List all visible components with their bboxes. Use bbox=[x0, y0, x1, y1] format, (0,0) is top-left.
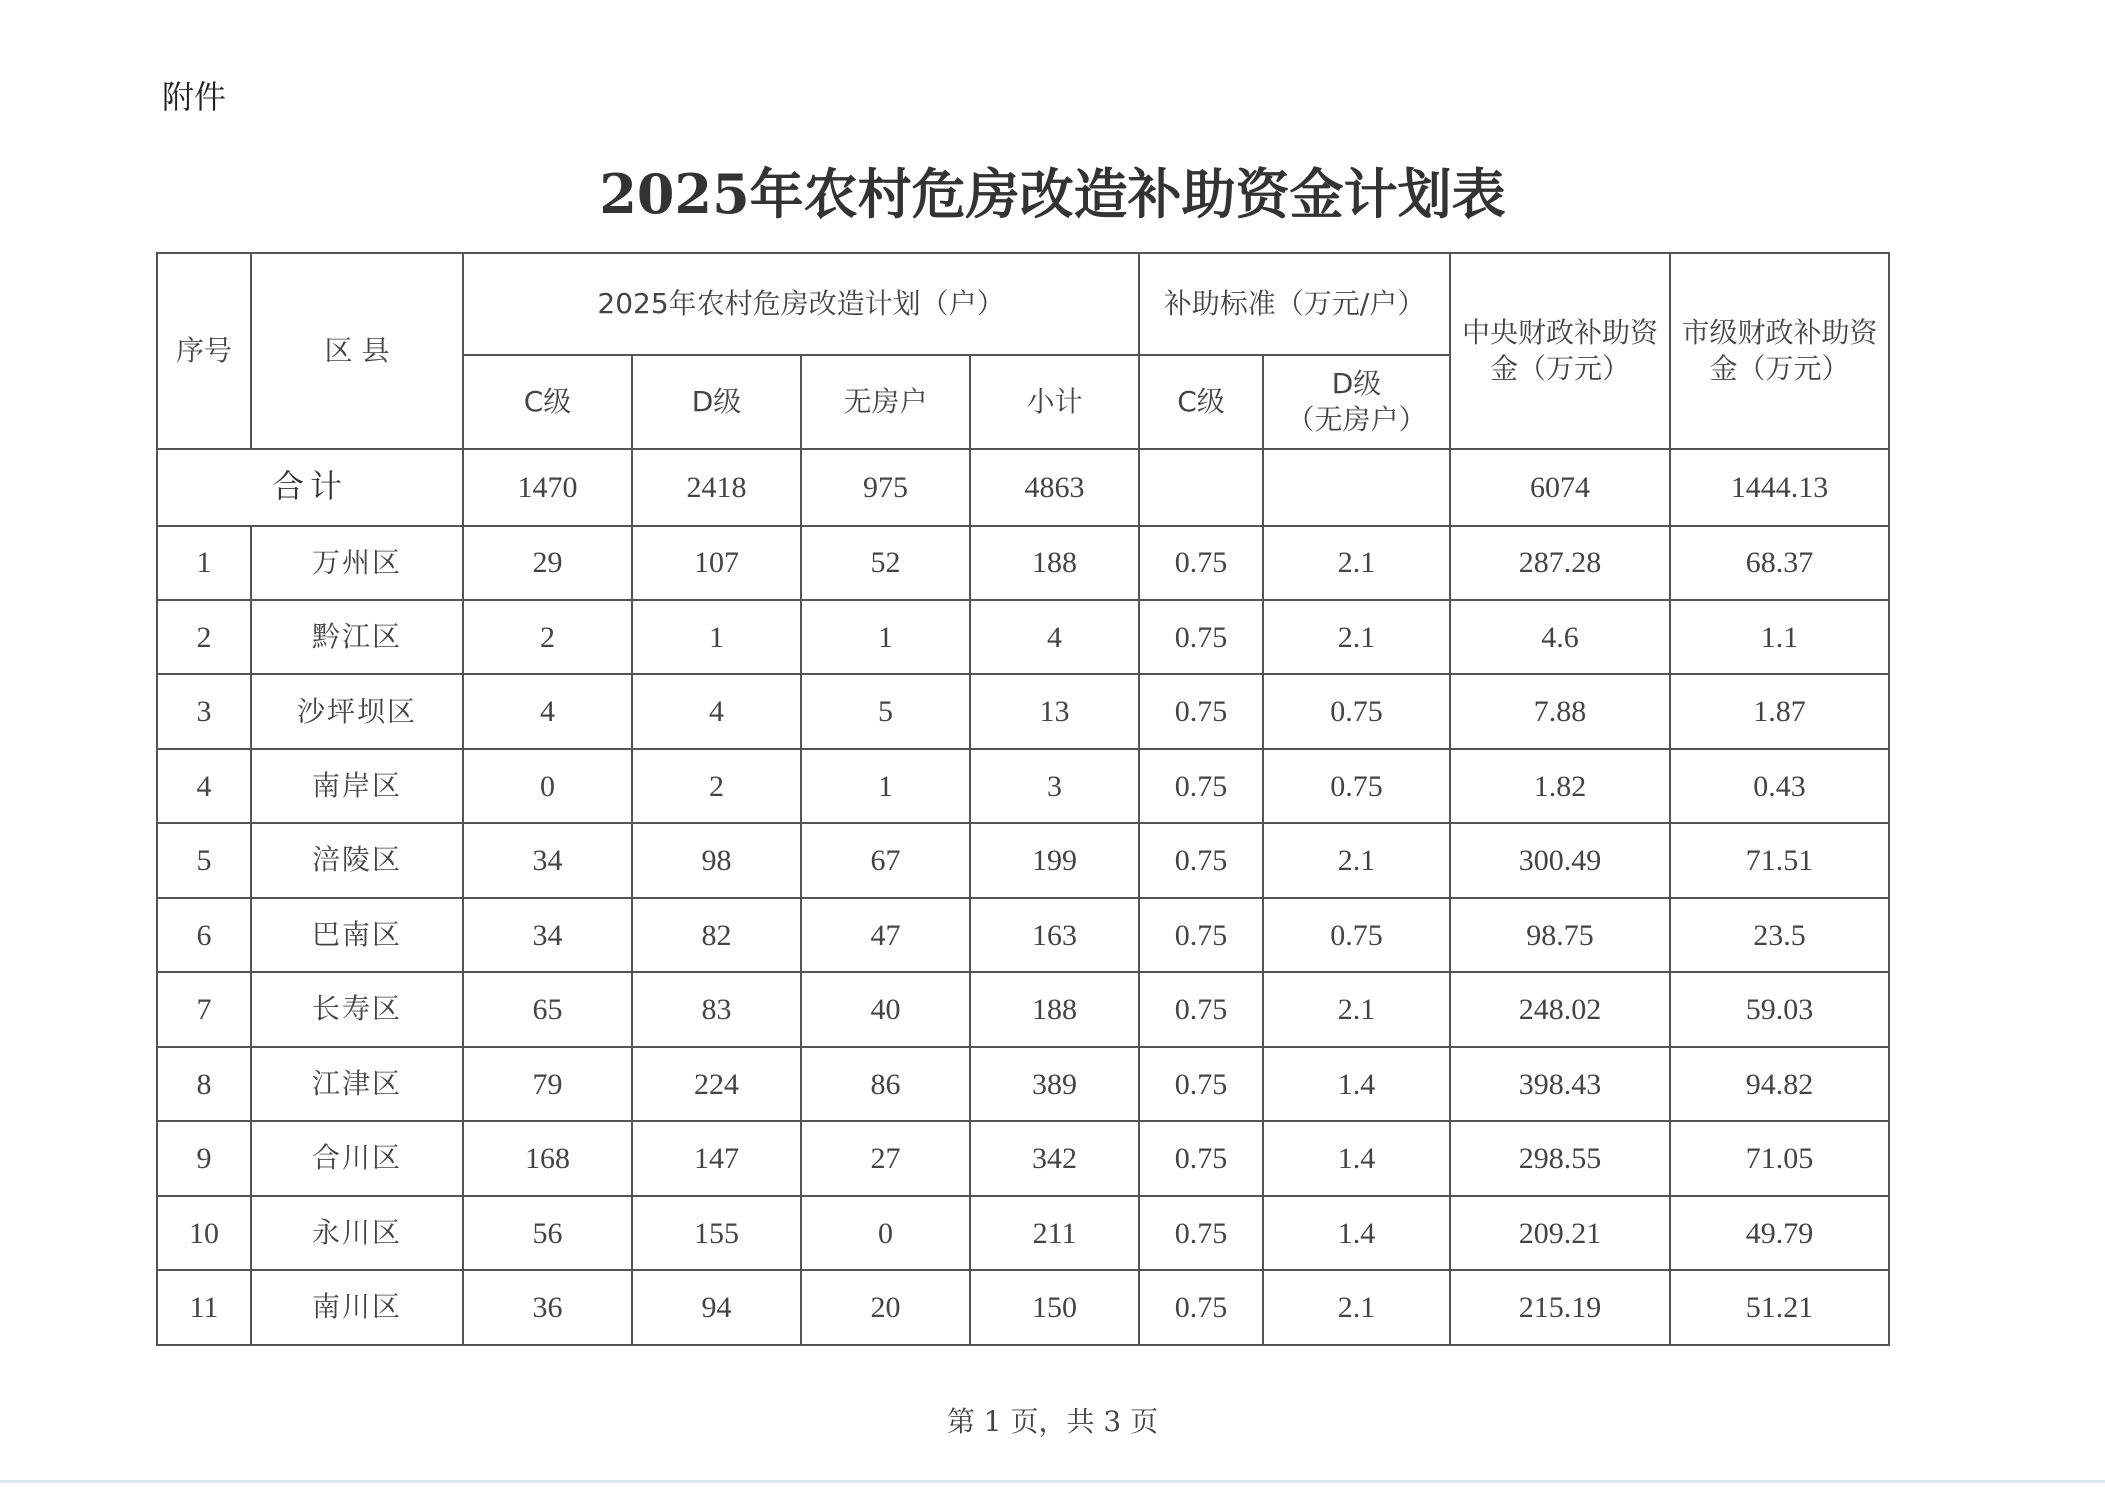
row-central-funds: 248.02 bbox=[1450, 972, 1670, 1046]
row-plan-nohouse: 20 bbox=[801, 1270, 970, 1345]
row-central-funds: 1.82 bbox=[1450, 749, 1670, 823]
header-plan-c: C级 bbox=[463, 355, 632, 449]
row-plan-subtotal: 389 bbox=[970, 1047, 1139, 1121]
total-central-funds: 6074 bbox=[1450, 449, 1670, 526]
header-standard-d-line2: （无房户） bbox=[1286, 403, 1427, 436]
table-row bbox=[157, 674, 1889, 748]
row-plan-d: 147 bbox=[632, 1121, 801, 1195]
row-seq: 4 bbox=[157, 749, 251, 823]
row-plan-subtotal: 188 bbox=[970, 526, 1139, 600]
row-plan-nohouse: 40 bbox=[801, 972, 970, 1046]
row-standard-c: 0.75 bbox=[1139, 898, 1263, 972]
row-district: 沙坪坝区 bbox=[251, 674, 463, 748]
row-standard-d: 0.75 bbox=[1263, 749, 1450, 823]
total-c: 1470 bbox=[463, 449, 632, 526]
header-standard-group: 补助标准（万元/户） bbox=[1139, 253, 1450, 355]
row-standard-c: 0.75 bbox=[1139, 674, 1263, 748]
table-row bbox=[157, 972, 1889, 1046]
row-central-funds: 215.19 bbox=[1450, 1270, 1670, 1345]
attachment-label: 附件 bbox=[162, 78, 227, 116]
row-plan-subtotal: 3 bbox=[970, 749, 1139, 823]
row-seq: 6 bbox=[157, 898, 251, 972]
row-plan-c: 56 bbox=[463, 1196, 632, 1270]
row-standard-c: 0.75 bbox=[1139, 1270, 1263, 1345]
row-standard-d: 2.1 bbox=[1263, 600, 1450, 674]
row-city-funds: 59.03 bbox=[1670, 972, 1889, 1046]
total-city-funds: 1444.13 bbox=[1670, 449, 1889, 526]
row-seq: 5 bbox=[157, 823, 251, 897]
header-city-funds: 市级财政补助资金（万元） bbox=[1670, 253, 1889, 449]
row-city-funds: 71.51 bbox=[1670, 823, 1889, 897]
row-plan-c: 168 bbox=[463, 1121, 632, 1195]
table-row bbox=[157, 823, 1889, 897]
total-subtotal: 4863 bbox=[970, 449, 1139, 526]
header-row-1 bbox=[157, 253, 1889, 355]
row-central-funds: 287.28 bbox=[1450, 526, 1670, 600]
header-plan-group: 2025年农村危房改造计划（户） bbox=[463, 253, 1139, 355]
row-city-funds: 49.79 bbox=[1670, 1196, 1889, 1270]
row-standard-d: 1.4 bbox=[1263, 1196, 1450, 1270]
total-d: 2418 bbox=[632, 449, 801, 526]
row-seq: 3 bbox=[157, 674, 251, 748]
row-plan-d: 98 bbox=[632, 823, 801, 897]
row-standard-c: 0.75 bbox=[1139, 526, 1263, 600]
row-standard-d: 2.1 bbox=[1263, 526, 1450, 600]
row-plan-c: 34 bbox=[463, 898, 632, 972]
row-seq: 7 bbox=[157, 972, 251, 1046]
header-standard-c: C级 bbox=[1139, 355, 1263, 449]
row-plan-nohouse: 1 bbox=[801, 600, 970, 674]
header-central-funds: 中央财政补助资金（万元） bbox=[1450, 253, 1670, 449]
total-label: 合计 bbox=[157, 449, 463, 526]
row-seq: 11 bbox=[157, 1270, 251, 1345]
row-standard-d: 0.75 bbox=[1263, 898, 1450, 972]
row-plan-nohouse: 52 bbox=[801, 526, 970, 600]
row-seq: 8 bbox=[157, 1047, 251, 1121]
row-district: 巴南区 bbox=[251, 898, 463, 972]
row-plan-nohouse: 0 bbox=[801, 1196, 970, 1270]
row-plan-c: 65 bbox=[463, 972, 632, 1046]
row-plan-d: 2 bbox=[632, 749, 801, 823]
total-nohouse: 975 bbox=[801, 449, 970, 526]
subsidy-plan-table bbox=[156, 252, 1890, 1346]
row-city-funds: 0.43 bbox=[1670, 749, 1889, 823]
scan-edge-line bbox=[0, 1480, 2105, 1483]
row-plan-d: 94 bbox=[632, 1270, 801, 1345]
row-plan-nohouse: 27 bbox=[801, 1121, 970, 1195]
row-standard-d: 0.75 bbox=[1263, 674, 1450, 748]
row-plan-subtotal: 188 bbox=[970, 972, 1139, 1046]
table-row bbox=[157, 898, 1889, 972]
total-row bbox=[157, 449, 1889, 526]
table-row bbox=[157, 526, 1889, 600]
row-standard-c: 0.75 bbox=[1139, 823, 1263, 897]
row-district: 长寿区 bbox=[251, 972, 463, 1046]
row-plan-c: 0 bbox=[463, 749, 632, 823]
row-plan-c: 79 bbox=[463, 1047, 632, 1121]
row-plan-subtotal: 4 bbox=[970, 600, 1139, 674]
total-standard-c bbox=[1139, 449, 1263, 526]
row-standard-d: 2.1 bbox=[1263, 1270, 1450, 1345]
row-seq: 9 bbox=[157, 1121, 251, 1195]
table-row bbox=[157, 1047, 1889, 1121]
row-plan-subtotal: 199 bbox=[970, 823, 1139, 897]
row-district: 江津区 bbox=[251, 1047, 463, 1121]
row-city-funds: 68.37 bbox=[1670, 526, 1889, 600]
row-district: 南川区 bbox=[251, 1270, 463, 1345]
row-central-funds: 300.49 bbox=[1450, 823, 1670, 897]
header-plan-nohouse: 无房户 bbox=[801, 355, 970, 449]
row-plan-d: 107 bbox=[632, 526, 801, 600]
row-standard-c: 0.75 bbox=[1139, 1196, 1263, 1270]
row-plan-d: 155 bbox=[632, 1196, 801, 1270]
row-plan-subtotal: 150 bbox=[970, 1270, 1139, 1345]
row-plan-nohouse: 47 bbox=[801, 898, 970, 972]
row-plan-nohouse: 1 bbox=[801, 749, 970, 823]
row-central-funds: 98.75 bbox=[1450, 898, 1670, 972]
table-row bbox=[157, 1196, 1889, 1270]
row-plan-nohouse: 86 bbox=[801, 1047, 970, 1121]
row-standard-c: 0.75 bbox=[1139, 600, 1263, 674]
row-central-funds: 4.6 bbox=[1450, 600, 1670, 674]
header-plan-d: D级 bbox=[632, 355, 801, 449]
row-plan-c: 2 bbox=[463, 600, 632, 674]
row-standard-d: 2.1 bbox=[1263, 972, 1450, 1046]
row-standard-c: 0.75 bbox=[1139, 749, 1263, 823]
table-row bbox=[157, 749, 1889, 823]
row-seq: 2 bbox=[157, 600, 251, 674]
row-plan-c: 29 bbox=[463, 526, 632, 600]
row-city-funds: 1.1 bbox=[1670, 600, 1889, 674]
row-standard-d: 1.4 bbox=[1263, 1121, 1450, 1195]
row-district: 南岸区 bbox=[251, 749, 463, 823]
row-plan-c: 36 bbox=[463, 1270, 632, 1345]
row-plan-subtotal: 163 bbox=[970, 898, 1139, 972]
row-plan-subtotal: 342 bbox=[970, 1121, 1139, 1195]
row-district: 合川区 bbox=[251, 1121, 463, 1195]
page-footer: 第 1 页，共 3 页 bbox=[946, 1405, 1159, 1438]
row-plan-d: 1 bbox=[632, 600, 801, 674]
row-city-funds: 51.21 bbox=[1670, 1270, 1889, 1345]
row-central-funds: 209.21 bbox=[1450, 1196, 1670, 1270]
header-seq: 序号 bbox=[157, 253, 251, 449]
row-plan-d: 224 bbox=[632, 1047, 801, 1121]
row-plan-nohouse: 67 bbox=[801, 823, 970, 897]
row-district: 涪陵区 bbox=[251, 823, 463, 897]
row-seq: 1 bbox=[157, 526, 251, 600]
header-standard-d-line1: D级 bbox=[1331, 366, 1382, 400]
row-district: 永川区 bbox=[251, 1196, 463, 1270]
row-standard-c: 0.75 bbox=[1139, 1047, 1263, 1121]
row-plan-c: 4 bbox=[463, 674, 632, 748]
header-district: 区 县 bbox=[251, 253, 463, 449]
row-plan-d: 82 bbox=[632, 898, 801, 972]
row-central-funds: 298.55 bbox=[1450, 1121, 1670, 1195]
row-plan-nohouse: 5 bbox=[801, 674, 970, 748]
row-seq: 10 bbox=[157, 1196, 251, 1270]
table-row bbox=[157, 1121, 1889, 1195]
row-standard-c: 0.75 bbox=[1139, 972, 1263, 1046]
row-standard-c: 0.75 bbox=[1139, 1121, 1263, 1195]
row-district: 万州区 bbox=[251, 526, 463, 600]
row-plan-subtotal: 211 bbox=[970, 1196, 1139, 1270]
row-city-funds: 23.5 bbox=[1670, 898, 1889, 972]
table-row bbox=[157, 1270, 1889, 1345]
row-city-funds: 1.87 bbox=[1670, 674, 1889, 748]
row-standard-d: 2.1 bbox=[1263, 823, 1450, 897]
row-plan-d: 83 bbox=[632, 972, 801, 1046]
row-district: 黔江区 bbox=[251, 600, 463, 674]
row-city-funds: 71.05 bbox=[1670, 1121, 1889, 1195]
row-central-funds: 398.43 bbox=[1450, 1047, 1670, 1121]
row-plan-subtotal: 13 bbox=[970, 674, 1139, 748]
total-standard-d bbox=[1263, 449, 1450, 526]
row-central-funds: 7.88 bbox=[1450, 674, 1670, 748]
header-standard-d bbox=[1263, 355, 1450, 449]
document-title: 2025年农村危房改造补助资金计划表 bbox=[599, 162, 1506, 226]
row-plan-d: 4 bbox=[632, 674, 801, 748]
header-plan-subtotal: 小计 bbox=[970, 355, 1139, 449]
row-plan-c: 34 bbox=[463, 823, 632, 897]
row-city-funds: 94.82 bbox=[1670, 1047, 1889, 1121]
row-standard-d: 1.4 bbox=[1263, 1047, 1450, 1121]
table-row bbox=[157, 600, 1889, 674]
